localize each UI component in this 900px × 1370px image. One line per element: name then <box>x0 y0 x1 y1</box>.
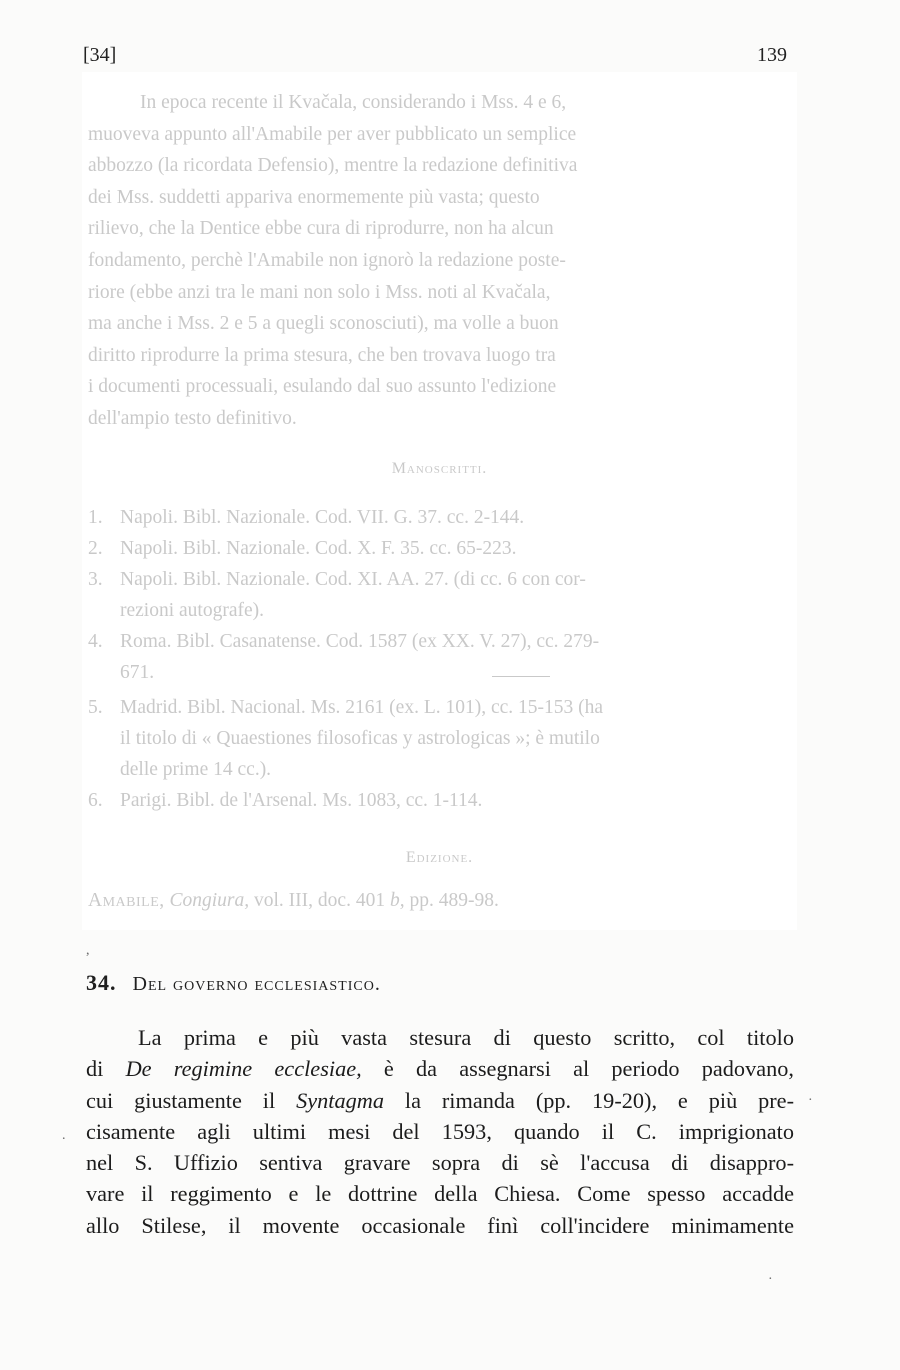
faded-paragraph <box>88 87 792 435</box>
body-text-run: cui giustamente il <box>86 1087 297 1113</box>
manuscript-line: delle prime 14 cc.). <box>120 759 272 780</box>
edition-heading: Edizione. <box>405 849 474 866</box>
faded-previous-text-block <box>82 72 797 930</box>
faded-line: ma anche i Mss. 2 e 5 a quegli sconosciuti), ma volle a buon <box>88 313 559 335</box>
faded-line: abbozzo (la ricordata Defensio), mentre la redazione definitiva <box>88 155 578 177</box>
faded-line: rilievo, che la Dentice ebbe cura di riprodurre, non ha alcun <box>88 218 554 240</box>
body-line <box>86 1178 794 1209</box>
edition-author: Amabile, <box>88 890 165 911</box>
body-text-run: è da assegnarsi al periodo padovano, <box>361 1056 794 1082</box>
faded-line: dei Mss. suddetti appariva enormemente più vasta; questo <box>88 186 540 208</box>
manuscript-line: Napoli. Bibl. Nazionale. Cod. VII. G. 37. cc. 2-144. <box>120 507 525 528</box>
manuscript-line: Napoli. Bibl. Nazionale. Cod. XI. AA. 27. (di cc. 6 con cor- <box>120 569 586 590</box>
manuscript-item <box>88 785 794 816</box>
manuscript-item <box>88 692 794 785</box>
section-body-paragraph <box>86 1022 794 1241</box>
manuscript-item <box>88 626 794 688</box>
faded-line: riore (ebbe anzi tra le mani non solo i Mss. noti al Kvačala, <box>88 281 551 303</box>
speck-mark: , <box>86 943 90 958</box>
faded-line: muoveva appunto all'Amabile per aver pubblicato un semplice <box>88 123 577 145</box>
manuscript-line: rezioni autografe). <box>120 600 265 621</box>
manuscripts-list-2 <box>88 692 794 816</box>
body-line <box>86 1022 794 1053</box>
separator-rule <box>492 676 550 677</box>
manuscript-number: 3. <box>88 569 103 590</box>
body-text-run: di <box>86 1056 126 1082</box>
body-text-run: La prima e più vasta stesura di questo scritto, col titolo <box>138 1025 794 1050</box>
edition-reference <box>88 890 788 912</box>
faded-line: In epoca recente il Kvačala, considerando i Mss. 4 e 6, <box>140 92 567 113</box>
manuscript-number: 2. <box>88 538 103 559</box>
manuscript-line: Napoli. Bibl. Nazionale. Cod. X. F. 35. cc. 65-223. <box>120 538 517 559</box>
manuscript-line: Madrid. Bibl. Nacional. Ms. 2161 (ex. L. 101), cc. 15-153 (ha <box>120 697 604 718</box>
body-text-run: la rimanda (pp. 19-20), e più pre- <box>384 1087 795 1113</box>
faded-line: diritto riprodurre la prima stesura, che ben trovava luogo tra <box>88 344 556 366</box>
body-line <box>86 1116 794 1147</box>
italic-title: Syntagma <box>296 1087 384 1113</box>
manuscript-number: 4. <box>88 631 103 652</box>
section-heading-number: 34. <box>86 970 117 995</box>
section-heading <box>86 970 381 996</box>
manuscript-item <box>88 502 794 533</box>
edition-volume: vol. III, doc. 401 <box>254 890 386 911</box>
manuscript-line: Parigi. Bibl. de l'Arsenal. Ms. 1083, cc. 1-114. <box>120 790 483 811</box>
speck-mark: . <box>62 1128 66 1143</box>
body-line <box>86 1210 794 1241</box>
body-text-run: allo Stilese, il movente occasionale finì coll'incidere minimamente <box>86 1212 794 1238</box>
body-text-run: nel S. Uffizio sentiva gravare sopra di sè l'accusa di disappro- <box>86 1150 794 1176</box>
page-number: 139 <box>757 44 787 66</box>
italic-title: De regimine ecclesiae, <box>125 1056 362 1082</box>
manuscripts-heading: Manoscritti. <box>391 460 488 477</box>
speck-mark: · <box>808 1093 813 1108</box>
edition-pages: pp. 489-98. <box>409 890 499 911</box>
edition-letter: b, <box>389 890 405 911</box>
body-line <box>86 1053 794 1084</box>
faded-line: dell'ampio testo definitivo. <box>88 407 297 429</box>
manuscripts-list-1 <box>88 502 794 688</box>
body-line <box>86 1147 794 1178</box>
manuscript-line: il titolo di « Quaestiones filosoficas y astrologicas »; è mutilo <box>120 728 600 749</box>
manuscript-number: 1. <box>88 507 103 528</box>
faded-line: i documenti processuali, esulando dal suo assunto l'edizione <box>88 376 557 398</box>
manuscript-item <box>88 564 794 626</box>
manuscript-number: 5. <box>88 697 103 718</box>
body-text-run: cisamente agli ultimi mesi del 1593, quando il C. imprigionato <box>86 1118 794 1144</box>
body-text-run: vare il reggimento e le dottrine della Chiesa. Come spesso accadde <box>86 1181 794 1207</box>
faded-line: fondamento, perchè l'Amabile non ignorò la redazione poste- <box>88 249 566 271</box>
manuscript-item <box>88 533 794 564</box>
manuscript-line: 671. <box>120 662 155 683</box>
section-number: [34] <box>83 44 117 66</box>
body-line <box>86 1085 794 1116</box>
section-heading-title: Del governo ecclesiastico. <box>132 973 381 995</box>
speck-mark: · <box>768 1272 773 1287</box>
edition-work: Congiura, <box>169 890 250 911</box>
manuscript-number: 6. <box>88 790 103 811</box>
manuscript-line: Roma. Bibl. Casanatense. Cod. 1587 (ex XX. V. 27), cc. 279- <box>120 631 600 652</box>
